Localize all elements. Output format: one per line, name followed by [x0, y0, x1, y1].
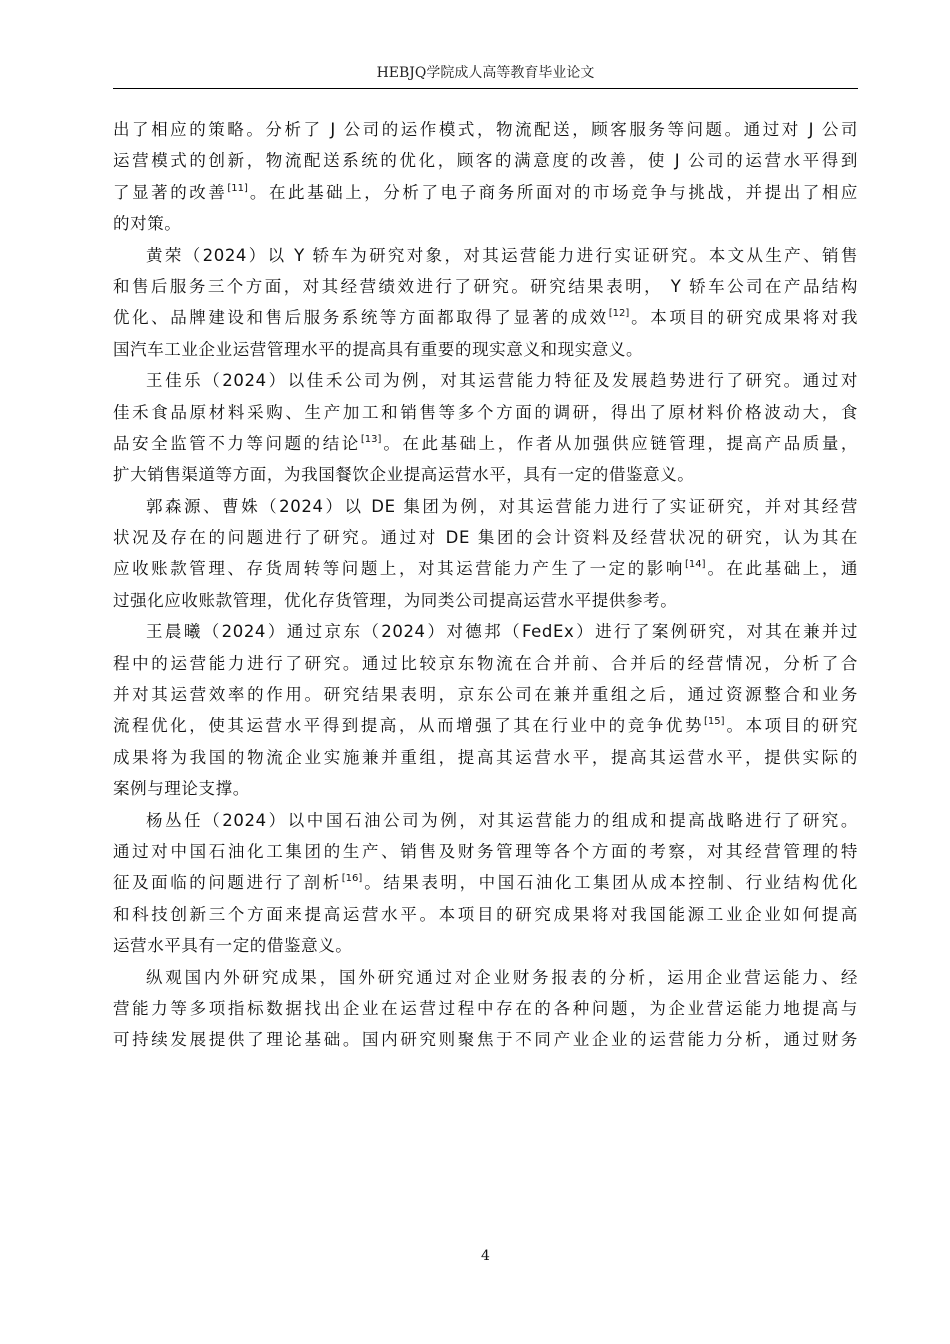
- text-line: 并对其运营效率的作用。研究结果表明，京东公司在兼并重组之后，通过资源整合和业务: [113, 685, 858, 705]
- text-line: 运营模式的创新，物流配送系统的优化，顾客的满意度的改善，使 J 公司的运营水平得到: [113, 151, 858, 171]
- citation-13: [13]: [360, 433, 382, 445]
- text-line: 和售后服务三个方面，对其经营绩效进行了研究。研究结果表明， Y 轿车公司在产品结构: [113, 276, 858, 296]
- text-line: 品安全监管不力等问题的结论[13]。在此基础上，作者从加强供应链管理，提高产品质量，: [113, 433, 858, 453]
- text-line: 状况及存在的问题进行了研究。通过对 DE 集团的会计资料及经营状况的研究，认为其在: [113, 528, 858, 548]
- text-line: 成果将为我国的物流企业实施兼并重组，提高其运营水平，提高其运营水平，提供实际的: [113, 747, 858, 767]
- paragraph-start-line: 王佳乐（2024）以佳禾公司为例，对其运营能力特征及发展趋势进行了研究。通过对: [146, 371, 858, 391]
- text-line: 的对策。: [113, 214, 182, 234]
- text-line: 可持续发展提供了理论基础。国内研究则聚焦于不同产业企业的运营能力分析，通过财务: [113, 1030, 858, 1050]
- text-line: 通过对中国石油化工集团的生产、销售及财务管理等各个方面的考察，对其经营管理的特: [113, 841, 858, 861]
- text-line: 程中的运营能力进行了研究。通过比较京东物流在合并前、合并后的经营情况，分析了合: [113, 653, 858, 673]
- citation-11: [11]: [227, 182, 248, 194]
- text-line: 应收账款管理、存货周转等问题上，对其运营能力产生了一定的影响[14]。在此基础上，通: [113, 559, 859, 579]
- citation-14: [14]: [684, 559, 706, 571]
- text-line: 国汽车工业企业运营管理水平的提高具有重要的现实意义和现实意义。: [113, 339, 644, 359]
- text-line: 出了相应的策略。分析了 J 公司的运作模式，物流配送，顾客服务等问题。通过对 J 公司: [113, 120, 858, 139]
- text-line: 运营水平具有一定的借鉴意义。: [113, 936, 353, 956]
- paragraph-start-line: 郭森源、曹姝（2024）以 DE 集团为例，对其运营能力进行了实证研究，并对其经营: [146, 496, 858, 516]
- citation-15: [15]: [704, 716, 725, 728]
- text-line: 过强化应收账款管理，优化存货管理，为同类公司提高运营水平提供参考。: [113, 590, 678, 610]
- citation-12: [12]: [608, 308, 630, 320]
- text-line: 流程优化，使其运营水平得到提高，从而增强了其在行业中的竞争优势[15]。本项目的研究: [113, 716, 858, 736]
- citation-16: [16]: [341, 873, 363, 885]
- text-line: 佳禾食品原材料采购、生产加工和销售等多个方面的调研，得出了原材料价格波动大，食: [113, 402, 858, 422]
- text-line: 营能力等多项指标数据找出企业在运营过程中存在的各种问题，为企业营运能力地提高与: [113, 998, 858, 1018]
- paragraph-start-line: 王晨曦（2024）通过京东（2024）对德邦（FedEx）进行了案例研究，对其在兼并过: [146, 622, 858, 642]
- paragraph-start-line: 杨丛任（2024）以中国石油公司为例，对其运营能力的组成和提高战略进行了研究。: [146, 810, 858, 830]
- text-line: 了显著的改善[11]。在此基础上，分析了电子商务所面对的市场竞争与挑战，并提出了相应: [113, 182, 858, 202]
- paragraph-start-line: 纵观国内外研究成果，国外研究通过对企业财务报表的分析，运用企业营运能力、经: [146, 967, 858, 987]
- text-line: 案例与理论支撑。: [113, 779, 250, 799]
- text-line: 优化、品牌建设和售后服务系统等方面都取得了显著的成效[12]。本项目的研究成果将对我: [113, 308, 858, 328]
- body-text: [113, 114, 858, 1056]
- text-line: 和科技创新三个方面来提高运营水平。本项目的研究成果将对我国能源工业企业如何提高: [113, 904, 858, 924]
- text-line: 扩大销售渠道等方面，为我国餐饮企业提高运营水平，具有一定的借鉴意义。: [113, 465, 695, 485]
- text-line: 征及面临的问题进行了剖析[16]。结果表明，中国石油化工集团从成本控制、行业结构优化: [113, 873, 858, 893]
- paragraph-start-line: 黄荣（2024）以 Y 轿车为研究对象，对其运营能力进行实证研究。本文从生产、销售: [146, 245, 858, 265]
- page-number: 4: [481, 1248, 490, 1264]
- running-header: HEBJQ学院成人高等教育毕业论文: [376, 65, 595, 81]
- header-divider: [113, 88, 858, 89]
